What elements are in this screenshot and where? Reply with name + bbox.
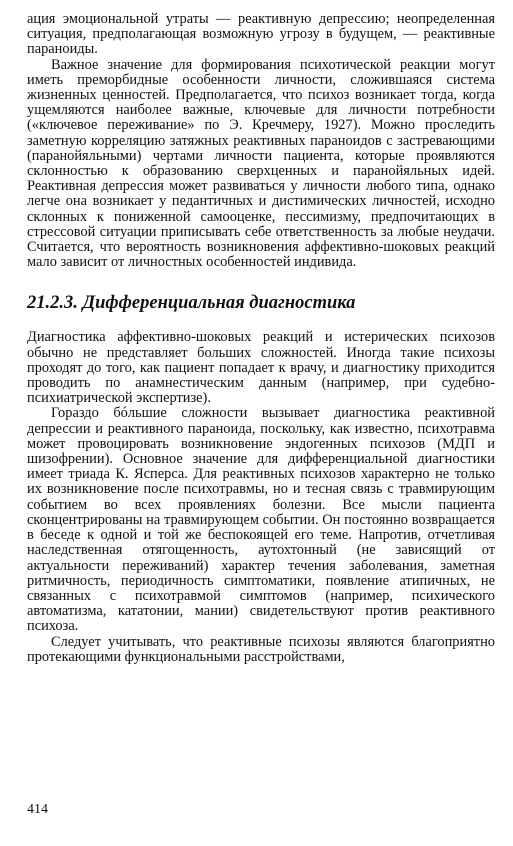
paragraph-final: Следует учитывать, что реактивные психозы являются благоприятно протекающими функциональными расстройствами, xyxy=(27,633,495,665)
paragraph-personality-factors: Важное значение для формирования психотической реакции могут иметь преморбидные особенности личности, сложившаяся система жизненных ценностей. Предполагается, что психоз возникает тогда, когда ущемляются наиболее важные, ключевые для личности потребности («ключевое переживание» по Э. Кречмеру, 1927). Можно проследить заметную корреляцию затяжных реактивных параноидов с застревающими (паранойяльными) чертами личности пациента, которые проявляются склонностью к образованию сверхценных и паранойяльных идей. Реактивная депрессия может развиваться у личности любого типа, однако легче она возникает у педантичных и дистимических личностей, исходно склонных к пониженной самооценке, пессимизму, предпочитающих в стрессовой ситуации приписывать себе ответственность за любые неудачи. Считается, что вероятность возникновения аффективно-шоковых реакций мало зависит от личностных особенностей индивида. xyxy=(27,56,495,271)
paragraph-continuation: ация эмоциональной утраты — реактивную депрессию; неопределенная ситуация, предполагающая возможную угрозу в будущем, — реактивные параноиды. xyxy=(27,11,495,58)
paragraph-jaspers-triad: Гораздо бóльшие сложности вызывает диагностика реактивной депрессии и реактивного параноида, поскольку, как известно, психотравма может провоцировать возникновение эндогенных психозов (МДП и шизофрении). Основное значение для дифференциальной диагностики имеет триада К. Ясперса. Для реактивных психозов характерно не только их возникновение после психотравмы, но и тесная связь с травмирующим событием во всех проявлениях болезни. Все мысли пациента сконцентрированы на травмирующем событии. Он постоянно возвращается в беседе к одной и той же беспокоящей его теме. Напротив, отчетливая наследственная отягощенность, аутохтонный (не зависящий от актуальности переживаний) характер течения заболевания, заметная ритмичность, периодичность симптоматики, появление атипичных, не связанных с психотравмой симптомов (например, психического автоматизма, кататонии, мании) свидетельствуют против реактивного психоза. xyxy=(27,405,495,635)
section-heading: 21.2.3. Дифференциальная диагностика xyxy=(27,293,356,314)
paragraph-diagnostics-intro: Диагностика аффективно-шоковых реакций и истерических психозов обычно не представляет больших сложностей. Иногда такие психозы проходят до того, как пациент попадает к врачу, и диагностику приходится проводить по анамнестическим данным (например, при судебно-психиатрической экспертизе). xyxy=(27,329,495,407)
page-number: 414 xyxy=(27,802,48,817)
